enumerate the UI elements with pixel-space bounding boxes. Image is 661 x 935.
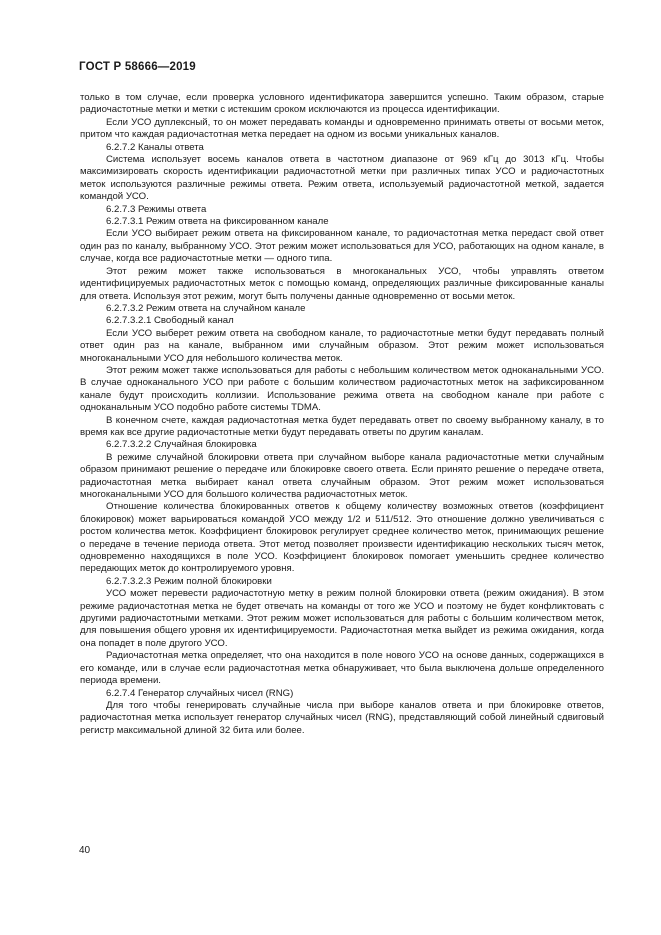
document-body (80, 92, 604, 737)
section-heading: 6.2.7.3.2 Режим ответа на случайном канале (106, 302, 306, 314)
section-heading: 6.2.7.3.2.1 Свободный канал (106, 315, 234, 327)
paragraph: Отношение количества блокированных ответов к общему количеству возможных ответов (коэффициент блокировок) может варьироваться командой УСО между 1/2 и 511/512. Это отношение должно увеличиваться с ростом количества меток. Коэффициент блокировок регулирует среднее количество меток, принимающих решение о передаче в течение периода ответа. Этот метод позволяет произвести идентификацию нескольких тысяч меток, одновременно находящихся в поле УСО. Коэффициент блокировок помогает уменьшить среднее количество передающих меток до контролируемого уровня. (80, 501, 604, 575)
paragraph: Если УСО дуплексный, то он может передавать команды и одновременно принимать ответы от восьми меток, притом что каждая радиочастотная метка передает на одном из восьми уникальных каналов. (80, 116, 604, 141)
paragraph: Для того чтобы генерировать случайные числа при выборе каналов ответа и при блокировке ответов, радиочастотная метка использует генератор случайных чисел (RNG), представляющий собой линейный сдвиговый регистр максимальной длиной 32 бита или более. (80, 699, 604, 736)
document-header: ГОСТ Р 58666—2019 (79, 61, 196, 73)
paragraph: В режиме случайной блокировки ответа при случайном выборе канала радиочастотные метки случайным образом принимают решение о передаче или блокировке своего ответа. Если принято решение о передаче ответа, радиочастотная метка выбирает канал ответа случайным образом. Этот режим может использоваться многоканальными УСО для большого количества радиочастотных меток. (80, 451, 604, 500)
section-heading: 6.2.7.4 Генератор случайных чисел (RNG) (106, 687, 294, 699)
paragraph: В конечном счете, каждая радиочастотная метка будет передавать ответ по своему выбранному каналу, в то время как все другие радиочастотные метки будут передавать ответы по другим каналам. (80, 414, 604, 438)
section-heading: 6.2.7.3.1 Режим ответа на фиксированном канале (106, 216, 329, 228)
section-heading: 6.2.7.3.2.3 Режим полной блокировки (106, 575, 272, 587)
section-heading: 6.2.7.3.2.2 Случайная блокировка (106, 439, 257, 451)
section-heading: 6.2.7.3 Режимы ответа (106, 203, 207, 215)
paragraph: Если УСО выбирает режим ответа на фиксированном канале, то радиочастотная метка передаст свой ответ один раз по каналу, выбранному УСО. Этот режим может использоваться для УСО, работающих на одном канале, в случае, когда все радиочастотные метки — одного типа. (80, 228, 604, 265)
page-number: 40 (79, 845, 91, 856)
paragraph: Система использует восемь каналов ответа в частотном диапазоне от 969 кГц до 3013 кГц. Чтобы максимизировать скорость идентификации радиочастотной метки при различных типах УСО и радиочастотных меток используются различные режимы ответа. Режим ответа, используемый радиочастотной меткой, задается командой УСО. (80, 154, 604, 203)
paragraph: Этот режим может также использоваться для работы с небольшим количеством меток одноканальными УСО. В случае одноканального УСО при работе с большим количеством радиочастотных меток на зафиксированном канале будут происходить коллизии. Использование режима ответа на свободном канале при работе с одноканальным УСО подобно работе системы TDMA. (80, 364, 604, 414)
paragraph: Если УСО выберет режим ответа на свободном канале, то радиочастотные метки будут передавать полный ответ один раз на канале, выбранном ими случайным образом. Этот режим может использоваться многоканальными УСО для небольшого количества меток. (80, 327, 604, 364)
paragraph: Радиочастотная метка определяет, что она находится в поле нового УСО на основе данных, содержащихся в его команде, или в случае если радиочастотная метка обнаруживает, что была выключена дольше определенного периода времени. (80, 650, 604, 687)
paragraph: Этот режим может также использоваться в многоканальных УСО, чтобы управлять ответом идентифицируемых радиочастотных меток с помощью команд, определяющих различные фиксированные каналы для ответа. Используя этот режим, могут быть получены данные одновременно от восьми меток. (80, 265, 604, 302)
paragraph: УСО может перевести радиочастотную метку в режим полной блокировки ответа (режим ожидания). В этом режиме радиочастотная метка не будет отвечать на команды от того же УСО и поэтому не будет конфликтовать с другими радиочастотными метками. Этот режим может использоваться для работы с большим количеством меток, для повышения общего уровня их идентифицируемости. Радиочастотная метка выйдет из режима ожидания, когда она попадет в поле другого УСО. (80, 588, 604, 649)
paragraph-continuation: только в том случае, если проверка условного идентификатора завершится успешно. Таким образом, старые радиочастотные метки и метки с истекшим сроком исключаются из процесса идентификации. (80, 92, 604, 116)
section-heading: 6.2.7.2 Каналы ответа (106, 141, 204, 153)
